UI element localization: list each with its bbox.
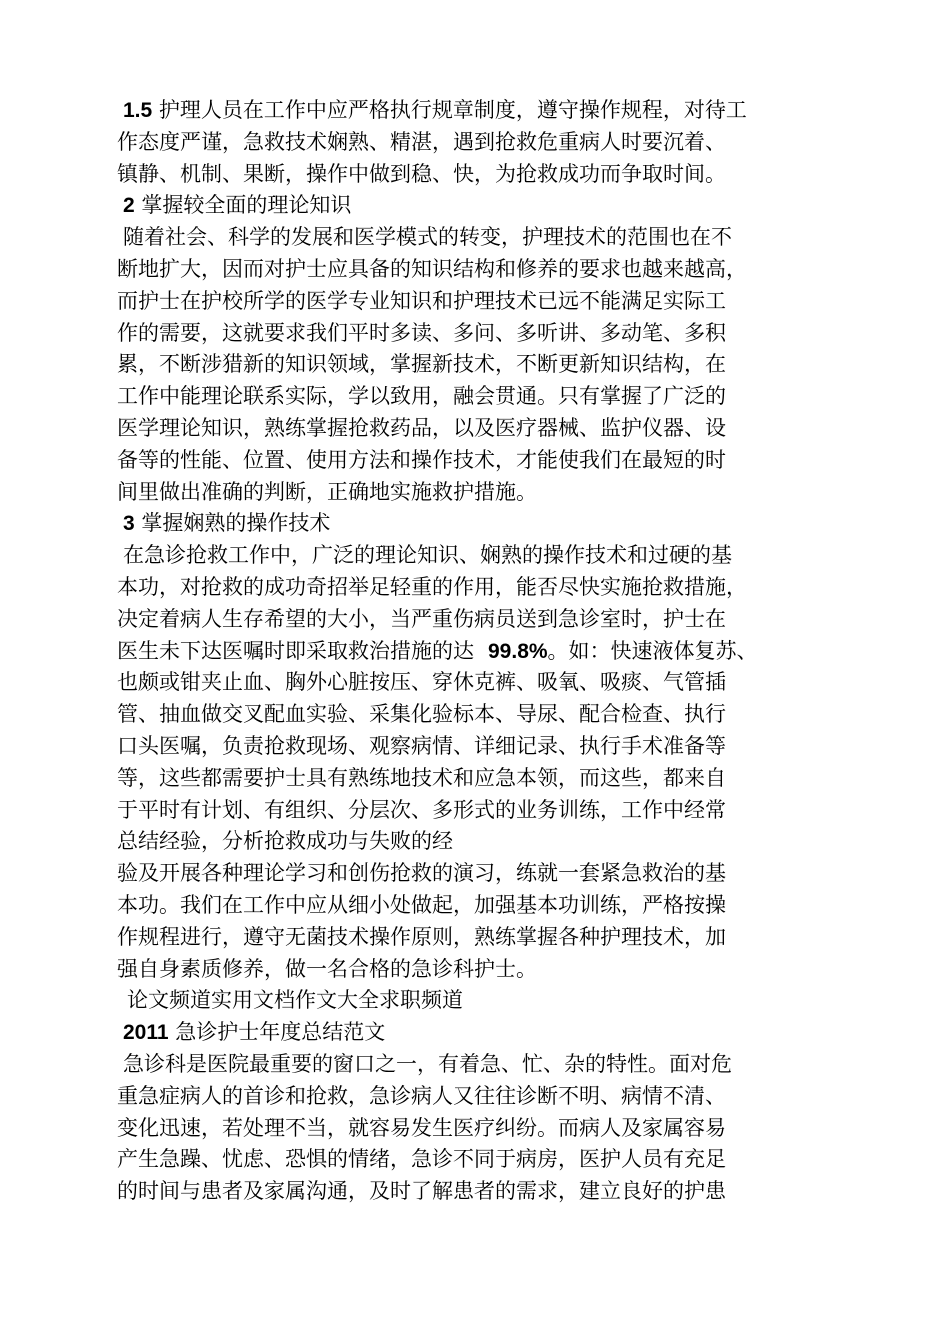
section-number: 1.5 xyxy=(123,99,153,122)
paragraph-line: 验及开展各种理论学习和创伤抢救的演习，练就一套紧急救治的基 xyxy=(117,861,726,886)
section-number: 2 xyxy=(123,194,135,218)
paragraph-line: 产生急躁、忧虑、恐惧的情绪，急诊不同于病房，医护人员有充足 xyxy=(117,1147,726,1172)
paragraph-line: 决定着病人生存希望的大小，当严重伤病员送到急诊室时，护士在 xyxy=(117,606,726,631)
paragraph-line: 断地扩大，因而对护士应具备的知识结构和修养的要求也越来越高， xyxy=(117,256,747,281)
paragraph-line: 而护士在护校所学的医学专业知识和护理技术已远不能满足实际工 xyxy=(117,288,726,313)
paragraph-line: 工作中能理论联系实际，学以致用，融会贯通。只有掌握了广泛的 xyxy=(117,384,726,409)
paragraph-line: 备等的性能、位置、使用方法和操作技术，才能使我们在最短的时 xyxy=(117,447,726,472)
paragraph-line: 作规程进行，遵守无菌技术操作原则，熟练掌握各种护理技术，加 xyxy=(117,924,726,949)
document-page xyxy=(117,95,857,1208)
section-2011-heading: 2011 急诊护士年度总结范文 xyxy=(123,1020,386,1045)
paragraph-line: 总结经验，分析抢救成功与失败的经 xyxy=(117,829,453,854)
paragraph-line: 变化迅速，若处理不当，就容易发生医疗纠纷。而病人及家属容易 xyxy=(117,1115,726,1140)
section-3-heading: 3 掌握娴熟的操作技术 xyxy=(123,511,331,536)
paragraph-line: 累，不断涉猎新的知识领域，掌握新技术，不断更新知识结构，在 xyxy=(117,352,726,377)
year-number: 2011 xyxy=(123,1021,169,1045)
paragraph-line: 管、抽血做交叉配血实验、采集化验标本、导尿、配合检查、执行 xyxy=(117,702,726,727)
paragraph-line: 本功，对抢救的成功奇招举足轻重的作用，能否尽快实施抢救措施， xyxy=(117,574,747,599)
paragraph-line: 于平时有计划、有组织、分层次、多形式的业务训练，工作中经常 xyxy=(117,797,726,822)
paragraph-line: 本功。我们在工作中应从细小处做起，加强基本功训练，严格按操 xyxy=(117,892,726,917)
percent-value: 99.8% xyxy=(488,639,548,663)
paragraph-line: 作的需要，这就要求我们平时多读、多问、多听讲、多动笔、多积 xyxy=(117,320,726,345)
paragraph-line: 的时间与患者及家属沟通，及时了解患者的需求，建立良好的护患 xyxy=(117,1179,726,1204)
paragraph-line: 也颇或钳夹止血、胸外心脏按压、穿休克裤、吸氧、吸痰、气管插 xyxy=(117,670,726,695)
section-number: 3 xyxy=(123,512,135,536)
paragraph-line: 重急症病人的首诊和抢救，急诊病人又往往诊断不明、病情不清、 xyxy=(117,1083,726,1108)
paragraph-line-with-percent: 医生未下达医嘱时即采取救治措施的达 99.8%。如：快速液体复苏、 xyxy=(117,638,758,663)
section-1-5-line-1: 1.5 护理人员在工作中应严格执行规章制度，遵守操作规程，对待工 xyxy=(123,98,747,122)
section-1-5-line-2: 作态度严谨，急救技术娴熟、精湛，遇到抢救危重病人时要沉着、 xyxy=(117,129,726,154)
paragraph-line: 随着社会、科学的发展和医学模式的转变，护理技术的范围也在不 xyxy=(123,225,732,250)
paragraph-line: 口头医嘱，负责抢救现场、观察病情、详细记录、执行手术准备等 xyxy=(117,733,726,758)
channel-line: 论文频道实用文档作文大全求职频道 xyxy=(127,988,463,1013)
paragraph-line: 急诊科是医院最重要的窗口之一，有着急、忙、杂的特性。面对危 xyxy=(123,1051,732,1076)
section-1-5-line-3: 镇静、机制、果断，操作中做到稳、快，为抢救成功而争取时间。 xyxy=(117,161,726,186)
section-2-heading: 2 掌握较全面的理论知识 xyxy=(123,193,352,218)
paragraph-line: 在急诊抢救工作中，广泛的理论知识、娴熟的操作技术和过硬的基 xyxy=(123,543,732,568)
paragraph-line: 强自身素质修养，做一名合格的急诊科护士。 xyxy=(117,956,537,981)
paragraph-line: 医学理论知识，熟练掌握抢救药品，以及医疗器械、监护仪器、设 xyxy=(117,415,726,440)
paragraph-line: 等，这些都需要护士具有熟练地技术和应急本领，而这些，都来自 xyxy=(117,765,726,790)
paragraph-line: 间里做出准确的判断，正确地实施救护措施。 xyxy=(117,479,537,504)
